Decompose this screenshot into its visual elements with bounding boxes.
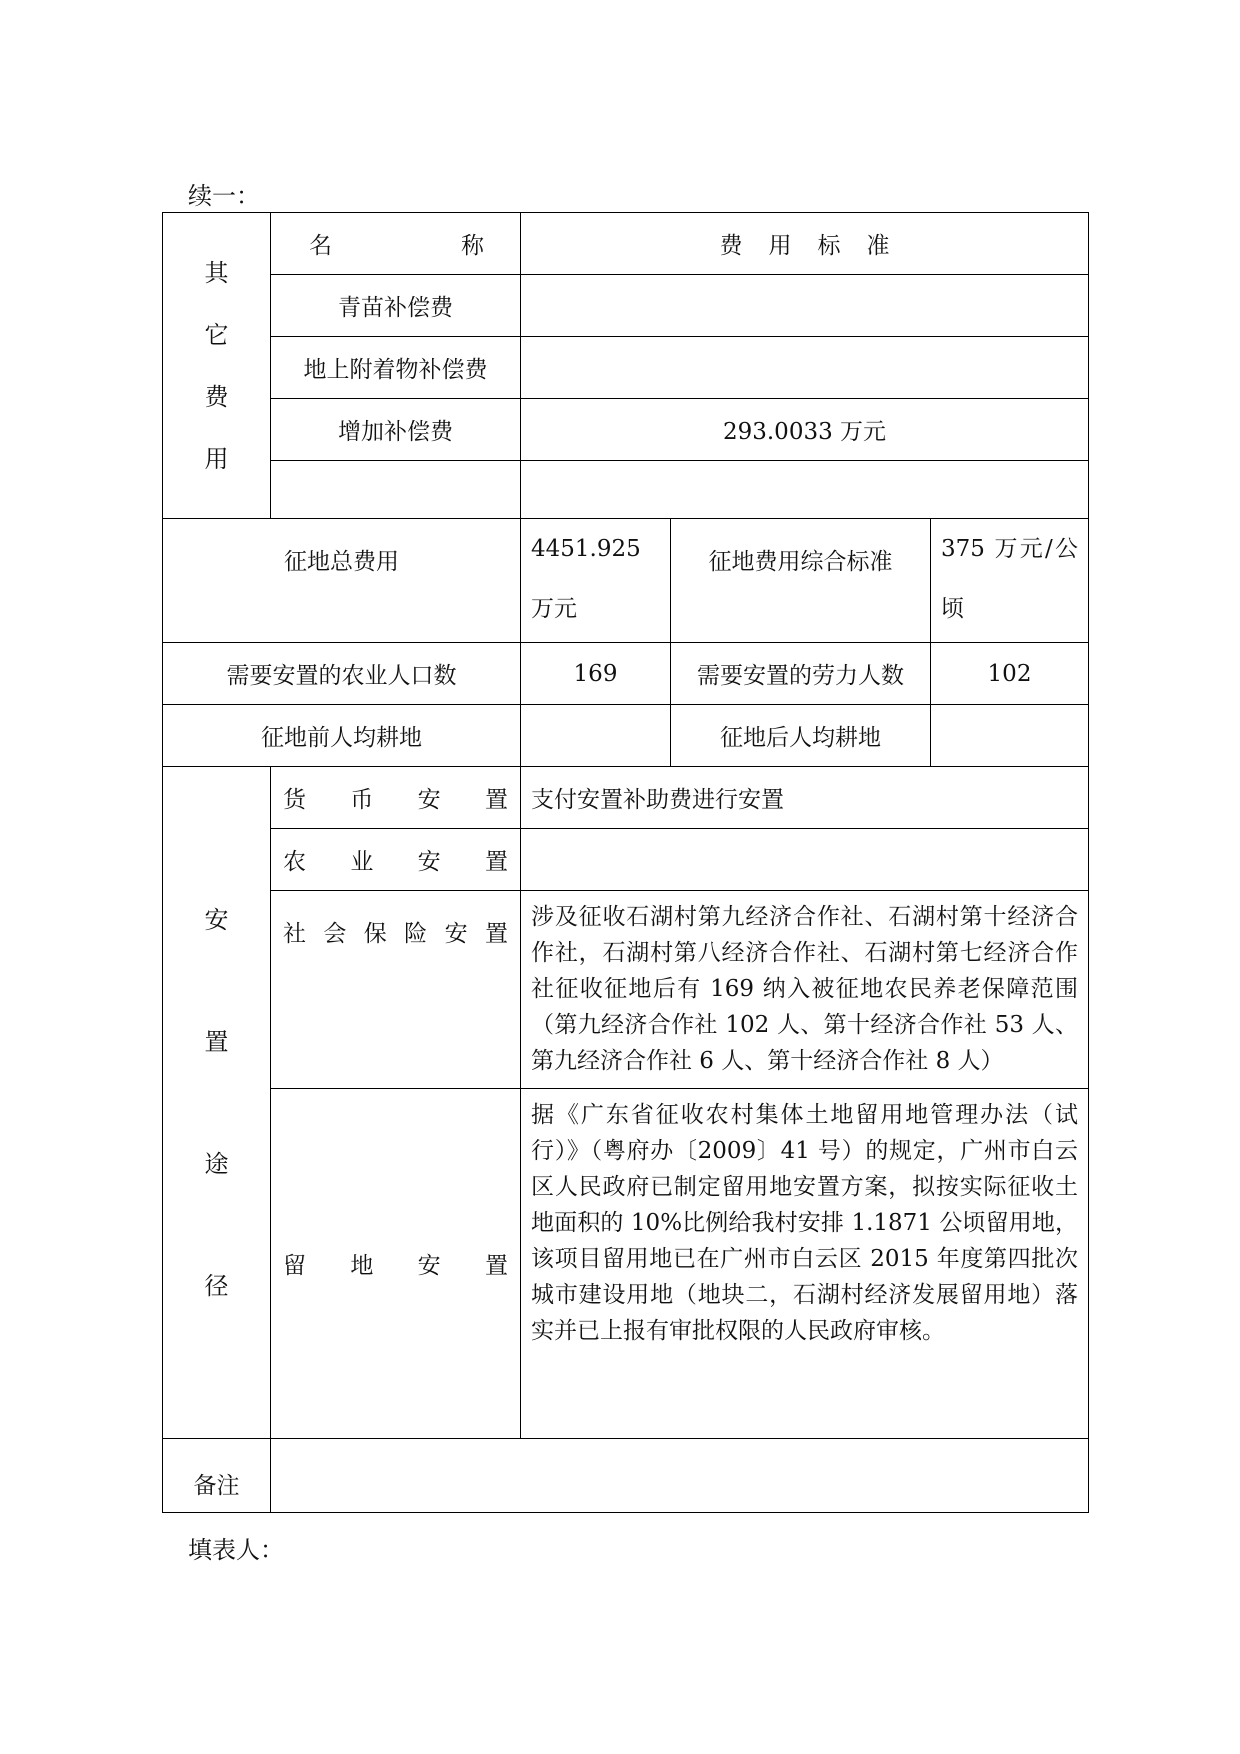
fee-name-seedling: 青苗补偿费 xyxy=(271,275,521,337)
fee-value-attachments xyxy=(521,337,1089,399)
monetary-resettlement-label: 货 币 安 置 xyxy=(271,767,521,829)
land-after-value xyxy=(931,705,1089,767)
remarks-value xyxy=(271,1439,1089,1513)
monetary-resettlement-value: 支付安置补助费进行安置 xyxy=(521,767,1089,829)
header-name: 名 称 xyxy=(271,213,521,275)
header-fee-standard: 费 用 标 准 xyxy=(521,213,1089,275)
other-fees-group-label: 其 它 费 用 xyxy=(163,213,271,519)
total-cost-label: 征地总费用 xyxy=(163,519,521,643)
cost-standard-label: 征地费用综合标准 xyxy=(671,519,931,643)
reserved-land-label: 留 地 安 置 xyxy=(271,1089,521,1439)
labor-count-value: 102 xyxy=(931,643,1089,705)
land-acquisition-form xyxy=(162,212,1089,1513)
agri-population-value: 169 xyxy=(521,643,671,705)
total-cost-value: 4451.925 万元 xyxy=(521,519,671,643)
land-after-label: 征地后人均耕地 xyxy=(671,705,931,767)
fee-name-blank xyxy=(271,461,521,519)
cost-standard-value: 375 万元/公顷 xyxy=(931,519,1089,643)
remarks-label: 备注 xyxy=(163,1439,271,1513)
continuation-heading: 续一： xyxy=(188,182,260,210)
fee-name-additional: 增加补偿费 xyxy=(271,399,521,461)
agri-population-label: 需要安置的农业人口数 xyxy=(163,643,521,705)
social-insurance-label: 社 会 保 险 安 置 xyxy=(271,891,521,1089)
land-before-label: 征地前人均耕地 xyxy=(163,705,521,767)
agri-resettlement-label: 农 业 安 置 xyxy=(271,829,521,891)
social-insurance-value: 涉及征收石湖村第九经济合作社、石湖村第十经济合作社，石湖村第八经济合作社、石湖村第七经济合作社征收征地后有 169 纳入被征地农民养老保障范围（第九经济合作社 102 人、第十经济合作社 53 人、第九经济合作社 6 人、第十经济合作社 8 人） xyxy=(521,891,1089,1089)
fee-value-blank xyxy=(521,461,1089,519)
labor-count-label: 需要安置的劳力人数 xyxy=(671,643,931,705)
reserved-land-value: 据《广东省征收农村集体土地留用地管理办法（试行）》（粤府办〔2009〕41 号）的规定，广州市白云区人民政府已制定留用地安置方案，拟按实际征收土地面积的 10%比例给我村安排 1.1871 公顷留用地，该项目留用地已在广州市白云区 2015 年度第四批次城市建设用地（地块二，石湖村经济发展留用地）落实并已上报有审批权限的人民政府审核。 xyxy=(521,1089,1089,1439)
resettlement-group-label: 安 置 途 径 xyxy=(163,767,271,1439)
land-before-value xyxy=(521,705,671,767)
fee-value-additional: 293.0033 万元 xyxy=(521,399,1089,461)
fee-value-seedling xyxy=(521,275,1089,337)
fee-name-attachments: 地上附着物补偿费 xyxy=(271,337,521,399)
agri-resettlement-value xyxy=(521,829,1089,891)
form-filler-label: 填表人： xyxy=(188,1536,284,1564)
